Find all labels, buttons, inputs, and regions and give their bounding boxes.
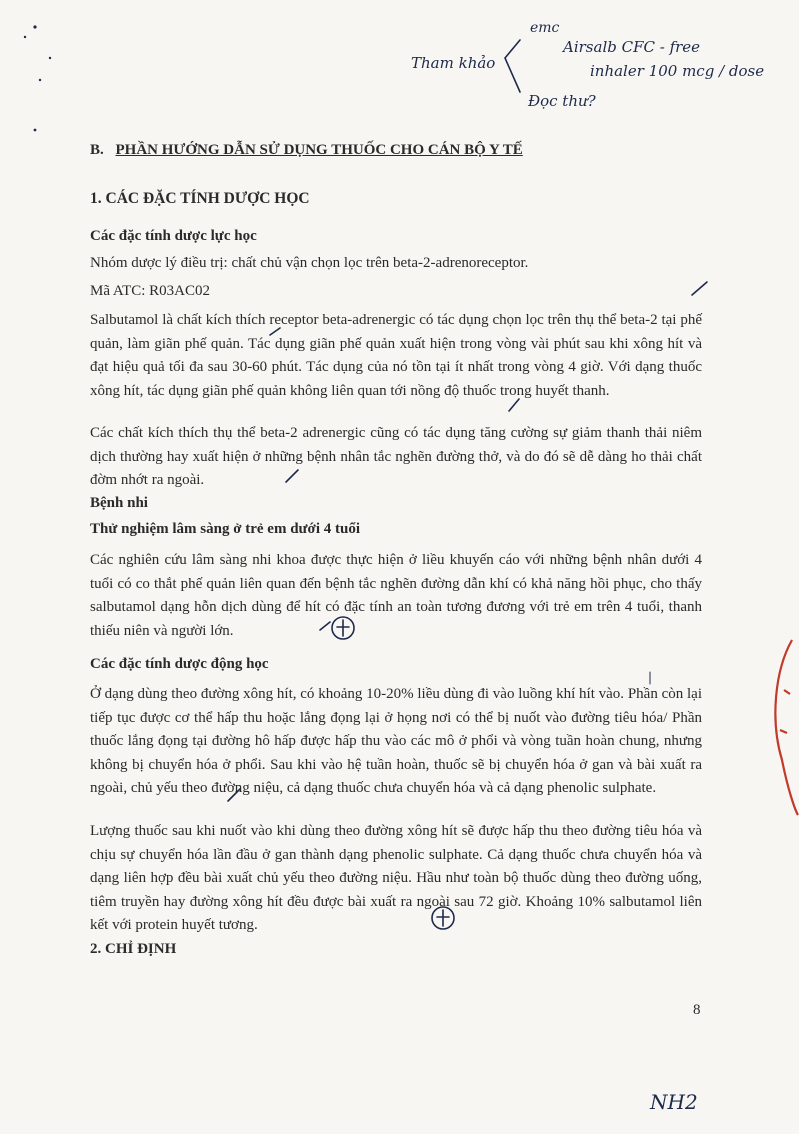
- bracket-mark: [505, 40, 520, 92]
- pharmacologic-group: Nhóm dược lý điều trị: chất chủ vận chọn lọc trên beta-2-adrenoreceptor.: [90, 255, 529, 271]
- pharmacodynamics-paragraph-1: Salbutamol là chất kích thích receptor beta-adrenergic có tác dụng chọn lọc trên thụ thể beta-2 tại phế quản, làm giãn phế quản. Tác dụng giãn phế quản xuất hiện trong vòng vài phút sau khi xông hít và đạt hiệu quả tối đa sau 30-60 phút. Tác dụng của nó tồn tại ít nhất trong vòng 4 giờ. Với dạng thuốc xông hít, tác dụng giãn phế quản không liên quan tới nồng độ thuốc trong huyết thanh.: [90, 312, 702, 399]
- handwritten-product-line1: Airsalb CFC - free: [563, 38, 701, 56]
- handwritten-product-line2: inhaler 100 mcg / dose: [590, 62, 765, 80]
- handwritten-reference: Tham khảo: [411, 54, 496, 72]
- pharmacokinetics-heading: Các đặc tính dược động học: [90, 656, 269, 672]
- page-number: 8: [693, 1002, 701, 1018]
- red-stamp-edge: [775, 640, 798, 815]
- pharmacodynamics-heading: Các đặc tính dược lực học: [90, 228, 257, 244]
- part-b-title: PHẦN HƯỚNG DẪN SỬ DỤNG THUỐC CHO CÁN BỘ Y TẾ: [115, 142, 523, 158]
- clinical-trial-paragraph: Các nghiên cứu lâm sàng nhi khoa được thực hiện ở liều khuyến cáo với những bệnh nhân dưới 4 tuổi có co thắt phế quản liên quan đến bệnh tắc nghẽn đường dẫn khí có khả năng hồi phục, cho thấy salbutamol dạng hỗn dịch dùng để hít có đặc tính an toàn tương đương với trẻ em trên 4 tuổi, thanh thiếu niên và người lớn.: [90, 552, 702, 639]
- section-1-title: 1. CÁC ĐẶC TÍNH DƯỢC HỌC: [90, 190, 310, 207]
- pharmacokinetics-paragraph-2: Lượng thuốc sau khi nuốt vào khi dùng theo đường xông hít sẽ được hấp thu theo đường tiêu hóa và chịu sự chuyển hóa lần đầu ở gan thành dạng phenolic sulphate. Cả dạng thuốc chưa chuyển hóa và dạng liên hợp đều bài xuất chủ yếu theo đường niệu. Hầu như toàn bộ thuốc dùng theo đường uống, tiêm truyền hay đường xông hít đều được bài xuất ra ngoài sau 72 giờ. Khoảng 10% salbutamol liên kết với protein huyết tương.: [90, 823, 702, 933]
- check-mark-1: [692, 282, 707, 295]
- part-b-prefix: B.: [90, 142, 104, 158]
- handwritten-read-more: Đọc thư?: [528, 92, 596, 110]
- pharmacodynamics-paragraph-2: Các chất kích thích thụ thể beta-2 adrenergic cũng có tác dụng tăng cường sự giảm thanh thải niêm dịch thường hay xuất hiện ở những bệnh nhân tắc nghẽn đường thở, và do đó sẽ dễ dàng ho thải chất đờm nhớt ra ngoài.: [90, 425, 702, 488]
- pediatric-heading: Bệnh nhi: [90, 495, 148, 511]
- handwritten-emc: emc: [530, 20, 560, 36]
- clinical-trial-heading: Thử nghiệm lâm sàng ở trẻ em dưới 4 tuổi: [90, 521, 361, 537]
- handwritten-initials: NH2: [650, 1090, 698, 1114]
- section-2-title: 2. CHỈ ĐỊNH: [90, 941, 177, 957]
- atc-code: Mã ATC: R03AC02: [90, 283, 211, 299]
- part-b-heading: [90, 142, 523, 159]
- pharmacokinetics-paragraph-1: Ở dạng dùng theo đường xông hít, có khoảng 10-20% liều dùng đi vào luồng khí hít vào. Phần còn lại tiếp tục được cơ thể hấp thu hoặc lắng đọng lại ở họng nơi có thể bị nuốt vào đường tiêu hóa/ Phần thuốc lắng đọng tại đường hô hấp được hấp thu vào các mô ở phổi và vòng tuần hoàn chung, nhưng không bị chuyển hóa ở phổi. Sau khi vào hệ tuần hoàn, thuốc sẽ bị chuyển hóa ở gan và bài xuất ra ngoài, chủ yếu theo đường niệu, cả dạng thuốc chưa chuyển hóa và cả dạng phenolic sulphate.: [90, 686, 702, 796]
